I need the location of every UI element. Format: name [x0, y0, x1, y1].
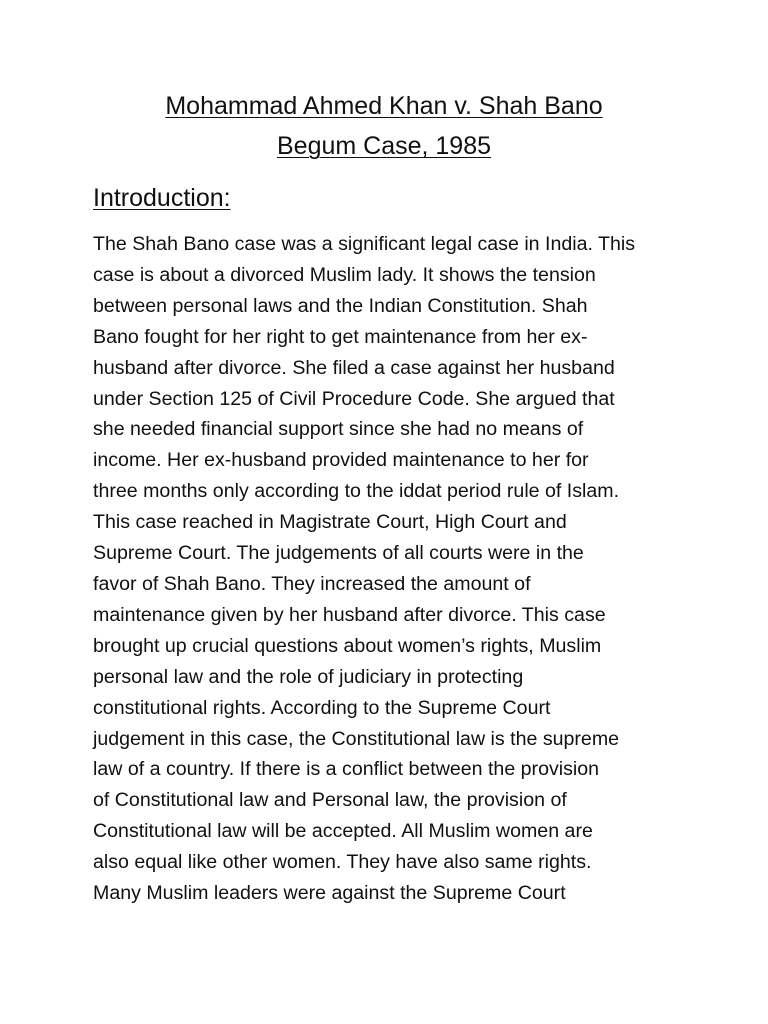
paragraph-line: case is about a divorced Muslim lady. It shows the tension — [93, 263, 596, 286]
paragraph-line: personal law and the role of judiciary in protecting — [93, 665, 524, 688]
paragraph-line: constitutional rights. According to the Supreme Court — [93, 696, 551, 719]
paragraph-line: This case reached in Magistrate Court, High Court and — [93, 511, 567, 534]
title-line-1: Mohammad Ahmed Khan v. Shah Bano — [165, 92, 603, 120]
paragraph-line: Bano fought for her right to get maintenance from her ex- — [93, 325, 588, 348]
paragraph-line: brought up crucial questions about women’s rights, Muslim — [93, 634, 602, 657]
paragraph-line: husband after divorce. She filed a case against her husband — [93, 356, 615, 379]
paragraph-line: maintenance given by her husband after divorce. This case — [93, 603, 606, 626]
paragraph-line: between personal laws and the Indian Constitution. Shah — [93, 294, 588, 317]
section-heading: Introduction: — [93, 184, 231, 212]
paragraph-line: favor of Shah Bano. They increased the amount of — [93, 572, 531, 595]
paragraph-line: three months only according to the iddat period rule of Islam. — [93, 480, 620, 503]
paragraph-line: of Constitutional law and Personal law, the provision of — [93, 789, 567, 812]
paragraph-line: judgement in this case, the Constitutional law is the supreme — [93, 727, 620, 750]
paragraph-line: law of a country. If there is a conflict between the provision — [93, 758, 600, 781]
title-line-2: Begum Case, 1985 — [276, 132, 492, 160]
document-title — [0, 86, 768, 166]
paragraph-line: The Shah Bano case was a significant legal case in India. This — [93, 233, 636, 255]
paragraph-line: Many Muslim leaders were against the Supreme Court — [93, 882, 566, 905]
paragraph-line: income. Her ex-husband provided maintenance to her for — [93, 449, 589, 472]
paragraph-line: under Section 125 of Civil Procedure Code. She argued that — [93, 387, 615, 410]
body-paragraph — [93, 229, 683, 909]
paragraph-line: also equal like other women. They have also same rights. — [93, 851, 592, 874]
paragraph-line: Constitutional law will be accepted. All Muslim women are — [93, 820, 593, 843]
paragraph-line: Supreme Court. The judgements of all courts were in the — [93, 542, 584, 565]
paragraph-line: she needed financial support since she had no means of — [93, 418, 584, 441]
